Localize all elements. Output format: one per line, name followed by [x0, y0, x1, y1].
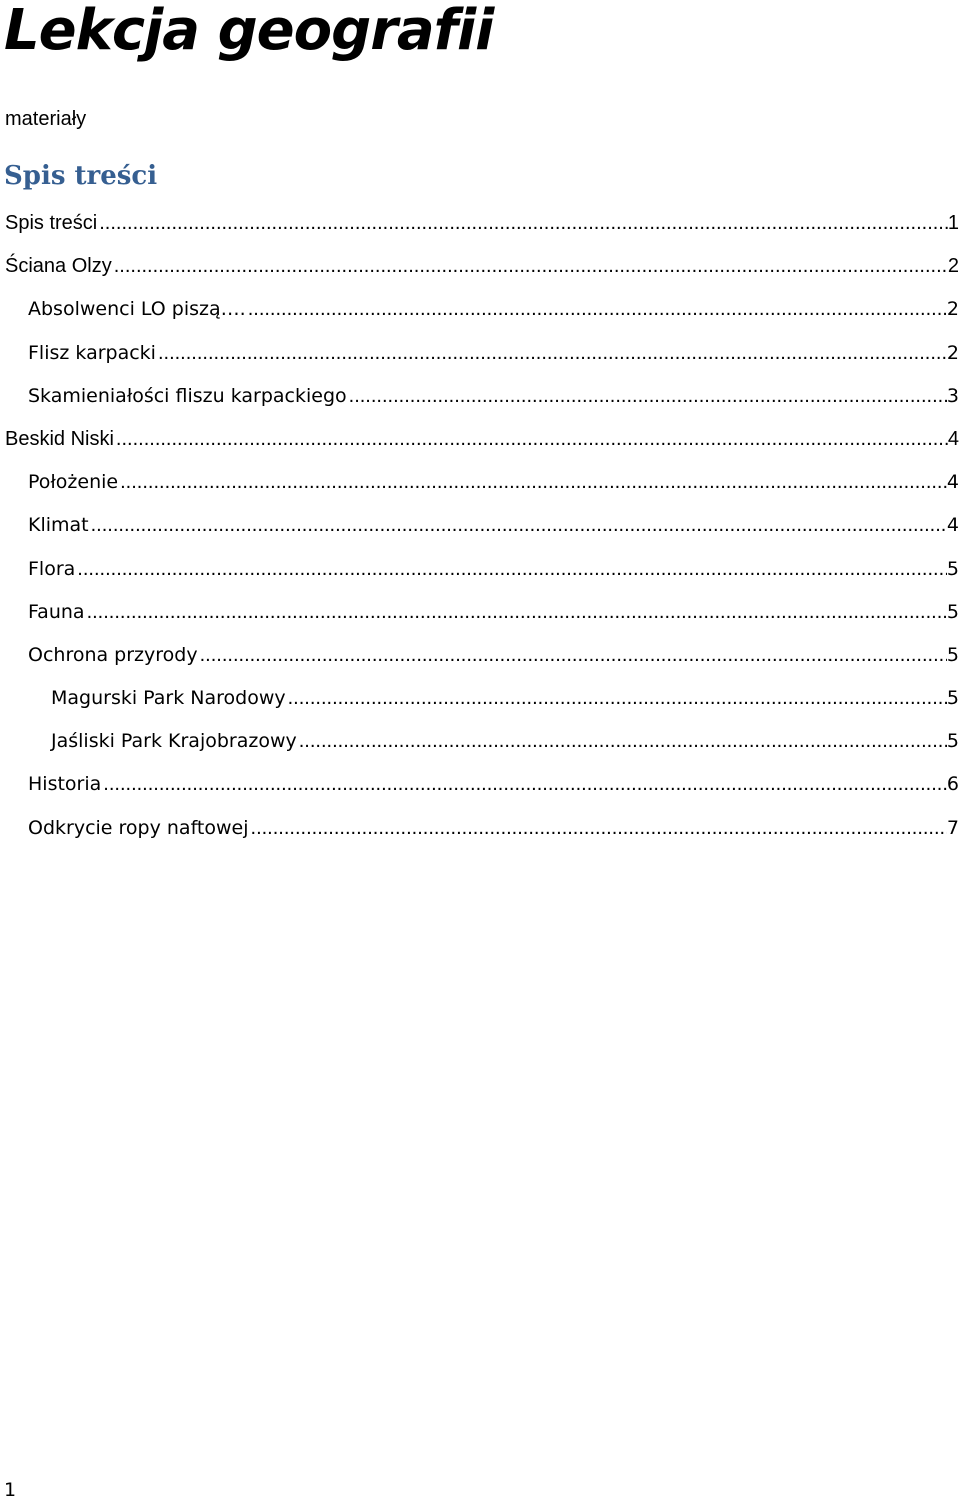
toc-page-number: 3 [946, 384, 959, 407]
toc-page-number: 5 [946, 557, 959, 580]
toc-entry-text: Absolwenci LO piszą…. [28, 298, 246, 321]
toc-dot-leader [347, 381, 947, 411]
toc-page-number: 4 [946, 514, 959, 537]
toc-dot-leader [101, 769, 947, 799]
table-of-contents [0, 208, 960, 856]
toc-entry[interactable] [0, 251, 960, 294]
toc-entry[interactable] [0, 294, 960, 337]
toc-page-number: 5 [946, 643, 959, 666]
toc-dot-leader [198, 640, 947, 670]
toc-page-number: 2 [946, 298, 959, 321]
toc-entry[interactable] [0, 683, 960, 726]
toc-entry-text: Odkrycie ropy naftowej [28, 816, 249, 839]
toc-dot-leader [286, 683, 947, 713]
toc-entry-text: Magurski Park Narodowy [51, 687, 286, 710]
toc-entry[interactable] [0, 813, 960, 856]
toc-dot-leader [297, 726, 947, 756]
toc-entry-text: Flora [28, 557, 76, 580]
toc-entry[interactable] [0, 424, 960, 467]
toc-entry-text: Flisz karpacki [28, 341, 156, 364]
toc-entry-text: Położenie [28, 471, 119, 494]
toc-dot-leader [89, 510, 947, 540]
toc-entry[interactable] [0, 769, 960, 812]
toc-entry-text: Historia [28, 773, 102, 796]
toc-dot-leader [249, 813, 947, 843]
toc-entry-text: Beskid Niski [5, 427, 114, 450]
footer-page-number: 1 [4, 1479, 17, 1501]
toc-entry-text: Fauna [28, 600, 85, 623]
toc-dot-leader [85, 597, 947, 627]
toc-entry[interactable] [0, 510, 960, 553]
toc-page-number: 5 [946, 730, 959, 753]
toc-page-number: 1 [947, 212, 959, 234]
toc-entry[interactable] [0, 338, 960, 381]
toc-dot-leader [156, 338, 947, 368]
toc-entry[interactable] [0, 208, 960, 251]
toc-page-number: 5 [946, 687, 959, 710]
toc-entry[interactable] [0, 726, 960, 769]
toc-page-number: 5 [946, 600, 959, 623]
toc-entry-text: Skamieniałości fliszu karpackiego [28, 384, 347, 407]
toc-entry-text: Klimat [28, 514, 89, 537]
document-title: Lekcja geografii [4, 0, 494, 63]
toc-dot-leader [97, 208, 948, 238]
toc-page-number: 2 [947, 255, 959, 278]
toc-dot-leader [118, 467, 947, 497]
toc-entry[interactable] [0, 467, 960, 510]
toc-dot-leader [246, 294, 947, 324]
toc-entry[interactable] [0, 597, 960, 640]
toc-page-number: 7 [946, 816, 959, 839]
toc-entry[interactable] [0, 554, 960, 597]
toc-heading: Spis treści [4, 161, 158, 191]
document-subtitle: materiały [5, 108, 87, 130]
toc-page-number: 4 [946, 471, 959, 494]
toc-dot-leader [75, 554, 947, 584]
toc-page-number: 6 [946, 773, 959, 796]
toc-entry-text: Ochrona przyrody [28, 643, 198, 666]
toc-page-number: 4 [947, 427, 959, 450]
toc-dot-leader [112, 251, 948, 281]
toc-entry[interactable] [0, 381, 960, 424]
toc-page-number: 2 [946, 341, 959, 364]
toc-entry-text: Jaśliski Park Krajobrazowy [51, 730, 297, 753]
toc-entry[interactable] [0, 640, 960, 683]
toc-entry-text: Ściana Olzy [5, 255, 112, 278]
toc-dot-leader [114, 424, 948, 454]
toc-entry-text: Spis treści [5, 212, 98, 234]
